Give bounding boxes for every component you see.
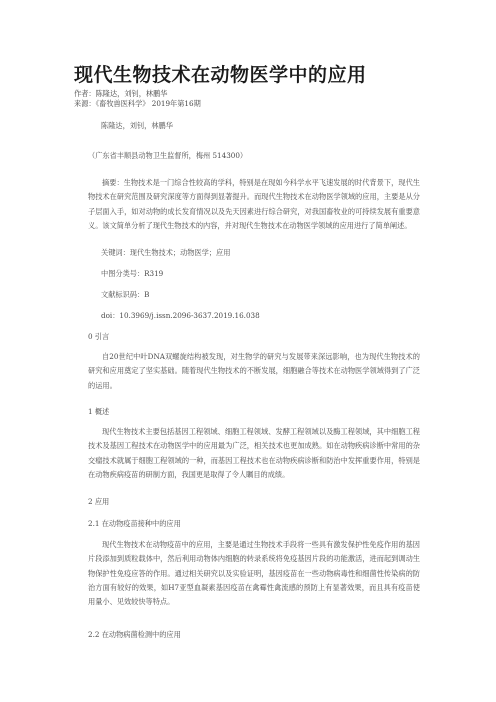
authors-line [74,89,167,99]
source-label: 来源： [74,99,96,108]
document-code: 文献标识码：B [101,290,150,299]
byline-authors: 陈隆达，刘钊，林鹏华 [101,121,173,130]
abstract: 摘要：生物技术是一门综合性较高的学科，特别是在现如今科学水平飞速发展的时代背景下，现代生物技术在研究范围及研究深度等方面得到显著提升。而现代生物技术在动物医学领域的应用，主要是从分子层面入手，如对动物的成长发育情况以及先天因素进行综合研究，对我国畜牧业的可持续发展有重要意义。该文简单分析了现代生物技术的内容，并对现代生物技术在动物医学领域的应用进行了简单阐述。 [88,178,420,230]
subsection-heading-detection: 2.2 在动物病菌检测中的应用 [88,630,181,639]
section-heading-application: 2 应用 [88,497,110,506]
keywords: 关键词：现代生物技术；动物医学；应用 [101,248,231,257]
article-title: 现代生物技术在动物医学中的应用 [74,64,367,86]
doi: doi：10.3969/j.issn.2096-3637.2019.16.038 [101,311,260,320]
intro-paragraph: 自20世纪中叶DNA双螺旋结构被发现，对生物学的研究与发展带来深远影响，也为现代生物技术的研究和应用奠定了坚实基础。随着现代生物技术的不断发展，细胞融合等技术在动物医学领域得到了广泛的运用。 [88,352,420,390]
source-line [74,99,201,109]
section-heading-overview: 1 概述 [88,407,110,416]
section-heading-intro: 0 引言 [88,332,110,341]
vaccine-paragraph: 现代生物技术在动物疫苗中的应用，主要是通过生物技术手段将一些具有激发保护性免疫作用的基因片段添加到质粒载体中，然后利用动物体内细胞的转录系统将免疫基因片段的功能激活，进而起到调动生物保护性免疫应答的作用。通过相关研究以及实验证明，基因疫苗在一些动物病毒性和细菌性传染病的防治方面有较好的效果，如H7亚型血凝素基因疫苗在禽霉性禽流感的预防上有显著效果，而且具有疫苗使用量小、见效较快等特点。 [88,540,420,607]
overview-paragraph: 现代生物技术主要包括基因工程领域、细胞工程领域、发酵工程领域以及酶工程领域，其中细胞工程技术及基因工程技术在动物医学中的应用最为广泛，相关技术也更加成熟。如在动物疾病诊断中常用的杂交瘤技术就属于细胞工程领域的一种，而基因工程技术也在动物疾病诊断和防治中发挥重要作用，特别是在动物疾病疫苗的研制方面，我国更是取得了令人瞩目的成绩。 [88,427,420,479]
byline-affiliation: （广东省丰顺县动物卫生监督所，梅州 514300） [88,151,248,160]
authors-value: 陈隆达，刘钊，林鹏华 [95,89,168,98]
authors-label: 作者： [74,89,96,98]
subsection-heading-vaccine: 2.1 在动物疫苗接种中的应用 [88,519,181,528]
clc-number: 中图分类号：R319 [101,269,164,278]
source-value: 《畜牧兽医科学》 2019年第16期 [95,99,201,108]
